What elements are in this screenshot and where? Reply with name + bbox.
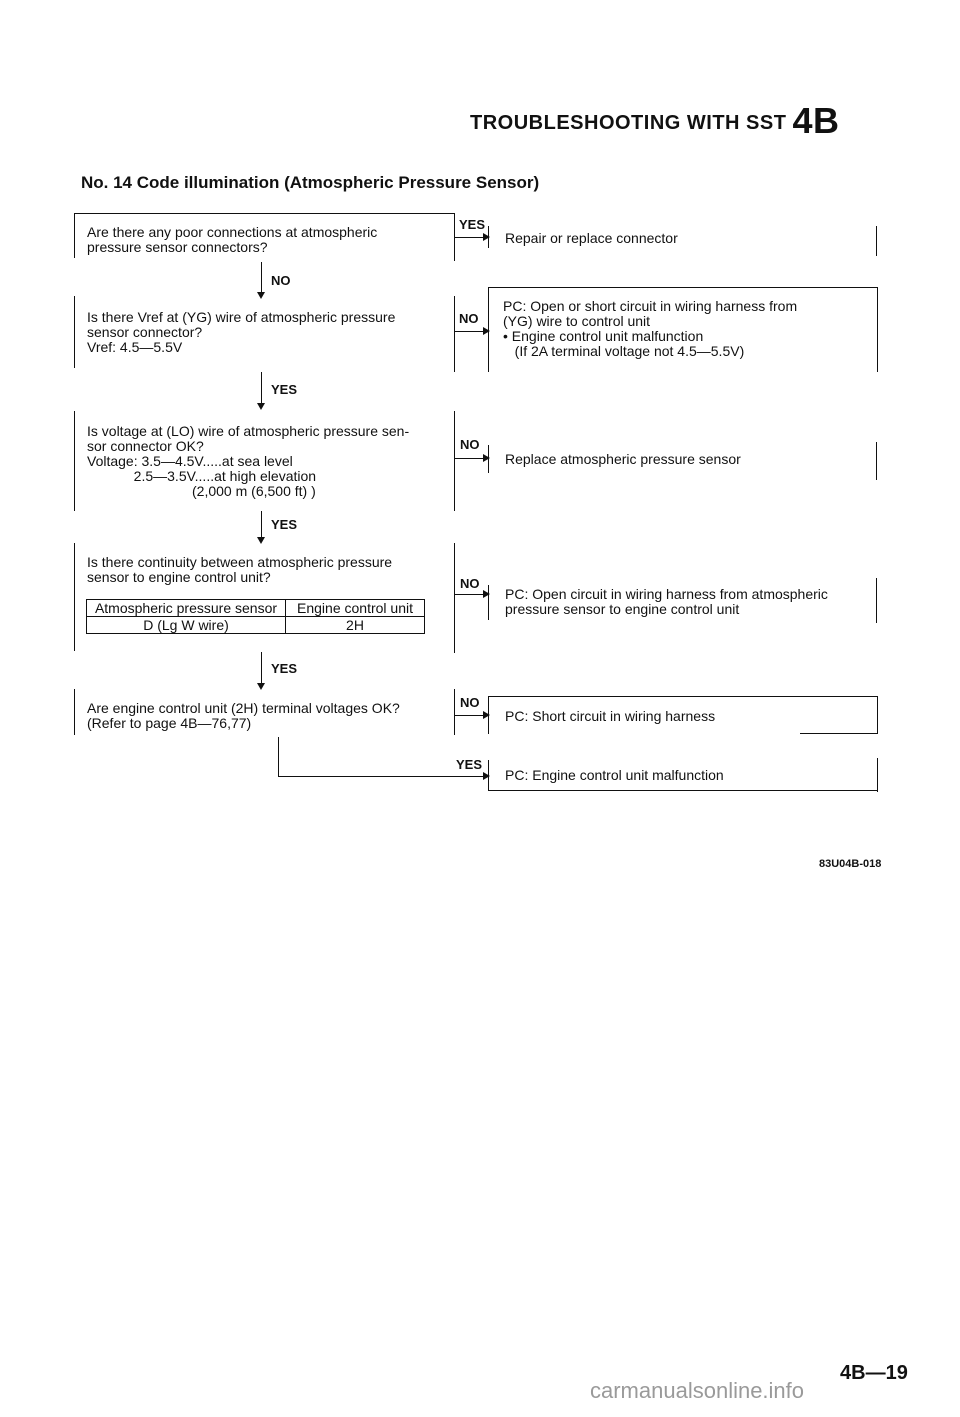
step1-no-label: NO: [271, 273, 291, 288]
continuity-header-sensor: Atmospheric pressure sensor: [87, 600, 286, 617]
q3-no-arrow-line: [454, 458, 486, 459]
r6-bottom-line: [488, 790, 878, 791]
step5-yes-label: YES: [456, 757, 483, 772]
q5-left-line: [74, 689, 75, 735]
q5-no-arrow-line: [454, 715, 486, 716]
q3-left-line: [74, 411, 75, 511]
step3-yes-label: YES: [271, 517, 298, 532]
step5-question: Are engine control unit (2H) terminal voltages OK? (Refer to page 4B—76,77): [87, 700, 400, 731]
step1-result: Repair or replace connector: [505, 230, 678, 246]
r2-left-line: [488, 287, 489, 372]
page-number: 4B—19: [840, 1362, 908, 1384]
q3-yes-arrowhead: [257, 537, 265, 544]
r3-left-line: [488, 445, 489, 473]
step4-no-label: NO: [460, 576, 480, 591]
q1-left-line: [74, 213, 75, 258]
q4-yes-down-line: [261, 652, 262, 686]
q2-right-line: [454, 296, 455, 372]
step2-question: Is there Vref at (YG) wire of atmospheric pressure sensor connector? Vref: 4.5—5.5V: [87, 309, 396, 355]
procedure-title: No. 14 Code illumination (Atmospheric Pressure Sensor): [81, 173, 540, 192]
q1-no-arrowhead: [257, 292, 265, 299]
q4-no-arrow-line: [454, 594, 486, 595]
q1-top-line: [74, 213, 454, 214]
r5-left-line: [488, 696, 489, 734]
r2-right-line: [877, 287, 878, 372]
q4-left-line: [74, 543, 75, 651]
step1-yes-label: YES: [459, 217, 486, 232]
r1-left-line: [488, 226, 489, 248]
r6-right-line: [877, 758, 878, 792]
step2-result: PC: Open or short circuit in wiring harness from (YG) wire to control unit • Engine control unit malfunction (If 2A terminal voltage not 4.5—5.5V): [503, 298, 798, 359]
step5-no-label: NO: [460, 695, 480, 710]
step4-yes-label: YES: [271, 661, 298, 676]
step2-yes-label: YES: [271, 382, 298, 397]
q1-no-down-line: [261, 262, 262, 293]
r1-right-line: [876, 226, 877, 256]
step3-result: Replace atmospheric pressure sensor: [505, 451, 741, 467]
continuity-table-row: [87, 617, 425, 634]
r5-bottom-line: [800, 733, 878, 734]
r4-right-line: [876, 578, 877, 623]
step5-result: PC: Short circuit in wiring harness: [505, 708, 716, 724]
q1-yes-arrow-line: [454, 237, 486, 238]
q5-right-line: [454, 689, 455, 735]
continuity-table: [86, 599, 425, 634]
continuity-cell-ecu: 2H: [286, 617, 425, 634]
q2-yes-arrowhead: [257, 403, 265, 410]
step4-question: Is there continuity between atmospheric pressure sensor to engine control unit?: [87, 554, 393, 585]
q4-right-line: [454, 543, 455, 653]
continuity-cell-sensor: D (Lg W wire): [87, 617, 286, 634]
header-title: TROUBLESHOOTING WITH SST: [470, 112, 787, 134]
step3-no-label: NO: [460, 437, 480, 452]
q5-yes-horizontal-line: [278, 776, 488, 777]
continuity-header-ecu: Engine control unit: [286, 600, 425, 617]
q4-yes-arrowhead: [257, 683, 265, 690]
q2-no-arrow-line: [454, 331, 486, 332]
r2-top-line: [488, 287, 878, 288]
figure-code: 83U04B-018: [819, 858, 882, 870]
r5-right-line: [877, 696, 878, 734]
q5-yes-down-line: [278, 737, 279, 777]
q2-yes-down-line: [261, 372, 262, 405]
page-header: [470, 100, 839, 142]
r3-right-line: [876, 442, 877, 480]
r4-left-line: [488, 585, 489, 620]
step2-no-label: NO: [459, 311, 479, 326]
r5-top-line: [488, 696, 878, 697]
step5-yes-result: PC: Engine control unit malfunction: [505, 767, 724, 783]
continuity-table-header-row: [87, 600, 425, 617]
step4-result: PC: Open circuit in wiring harness from atmospheric pressure sensor to engine control unit: [505, 586, 828, 617]
watermark-text: carmanualsonline.info: [590, 1378, 805, 1403]
chapter-number: 4B: [792, 100, 840, 141]
r6-left-line: [488, 760, 489, 790]
step3-question: Is voltage at (LO) wire of atmospheric pressure sen- sor connector OK? Voltage: 3.5—4.5V.....at sea level 2.5—3.5V.....at high elevation (2,000 m (6,500 ft) ): [87, 423, 410, 499]
step1-question: Are there any poor connections at atmospheric pressure sensor connectors?: [87, 224, 378, 255]
q3-right-line: [454, 411, 455, 511]
q2-left-line: [74, 296, 75, 368]
